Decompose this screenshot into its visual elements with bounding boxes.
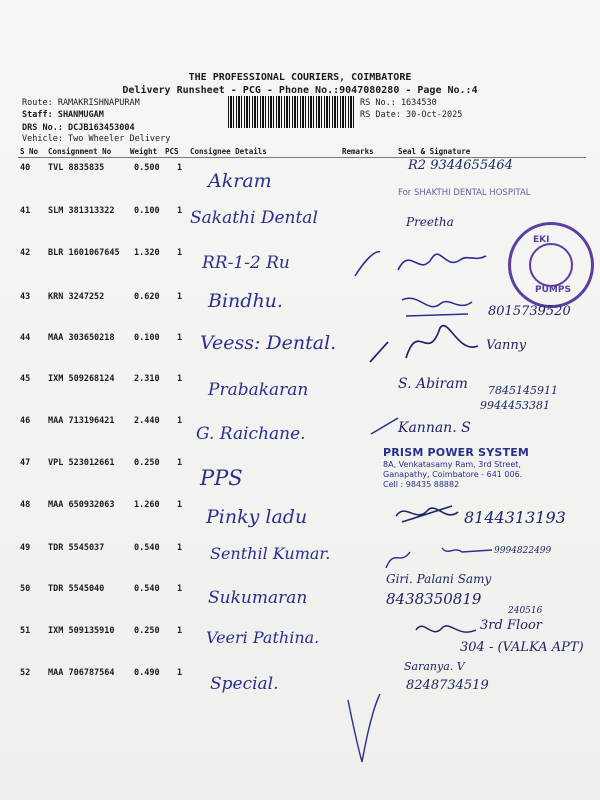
r41-signature: Preetha <box>406 215 454 229</box>
row-sno: 52 <box>20 668 31 678</box>
row-pcs: 1 <box>177 248 183 258</box>
barcode <box>228 96 356 128</box>
row-weight: 0.100 <box>134 206 160 216</box>
col-remarks: Remarks <box>342 147 374 156</box>
row-pcs: 1 <box>177 584 183 594</box>
row-sno: 40 <box>20 163 31 173</box>
rs-date: RS Date: 30-Oct-2025 <box>360 110 463 120</box>
check-mark-scribble <box>344 690 384 770</box>
r42-signature-scribble <box>350 240 490 280</box>
r40-signature: R2 9344655464 <box>408 158 513 173</box>
seal-top-text: EKI <box>533 235 550 245</box>
row-weight: 1.260 <box>134 500 160 510</box>
consignee-name: Sukumaran <box>208 588 308 608</box>
row-sno: 51 <box>20 626 31 636</box>
r46-signature-scribble <box>368 414 402 438</box>
row-weight: 0.620 <box>134 292 160 302</box>
row-pcs: 1 <box>177 206 183 216</box>
row-weight: 2.440 <box>134 416 160 426</box>
row-pcs: 1 <box>177 416 183 426</box>
col-seal-signature: Seal & Signature <box>398 147 471 156</box>
row-pcs: 1 <box>177 458 183 468</box>
row-pcs: 1 <box>177 163 183 173</box>
r48-phone: 8144313193 <box>464 508 566 527</box>
row-pcs: 1 <box>177 500 183 510</box>
staff-label: Staff: SHANMUGAM <box>22 110 104 120</box>
row-pcs: 1 <box>177 626 183 636</box>
row-consignment: BLR 1601067645 <box>48 248 120 258</box>
r49-signature-scribble <box>382 542 502 572</box>
prism-cell: Cell : 98435 88882 <box>383 480 460 489</box>
r50-phone: 8438350819 <box>386 590 482 608</box>
r51-apartment: 304 - (VALKA APT) <box>460 640 584 655</box>
consignee-name: PPS <box>200 466 243 490</box>
row-sno: 45 <box>20 374 31 384</box>
row-consignment: SLM 381313322 <box>48 206 115 216</box>
row-sno: 48 <box>20 500 31 510</box>
row-pcs: 1 <box>177 668 183 678</box>
consignee-name: Special. <box>210 674 279 694</box>
company-title: THE PROFESSIONAL COURIERS, COIMBATORE <box>188 72 412 83</box>
prism-address-2: Ganapathy, Coimbatore - 641 006. <box>383 470 523 479</box>
prism-power-stamp <box>383 446 541 496</box>
row-pcs: 1 <box>177 333 183 343</box>
r50-name: Giri. Palani Samy <box>386 572 492 586</box>
r51-floor: 3rd Floor <box>480 618 542 633</box>
row-consignment: TDR 5545040 <box>48 584 105 594</box>
row-weight: 0.490 <box>134 668 160 678</box>
row-consignment: TVL 8835835 <box>48 163 105 173</box>
consignee-name: Pinky ladu <box>206 506 308 528</box>
row-sno: 50 <box>20 584 31 594</box>
r46-signature: Kannan. S <box>398 420 471 436</box>
drs-number: DRS No.: DCJB163453004 <box>22 123 135 133</box>
runsheet-subtitle: Delivery Runsheet - PCG - Phone No.:9047080280 - Page No.:4 <box>122 85 478 96</box>
row-pcs: 1 <box>177 292 183 302</box>
row-consignment: MAA 706787564 <box>48 668 115 678</box>
row-sno: 41 <box>20 206 31 216</box>
row-weight: 0.540 <box>134 584 160 594</box>
consignee-name: Senthil Kumar. <box>210 544 331 563</box>
consignee-name: Prabakaran <box>208 380 309 400</box>
row-consignment: VPL 523012661 <box>48 458 115 468</box>
r44-signature-scribble <box>366 318 486 368</box>
prism-name: PRISM POWER SYSTEM <box>383 446 530 459</box>
r52-name: Saranya. V <box>404 660 465 673</box>
rs-number: RS No.: 1634530 <box>360 98 437 108</box>
r48-signature-scribble <box>392 500 462 526</box>
vehicle-label: Vehicle: Two Wheeler Delivery <box>22 134 171 144</box>
col-weight: Weight <box>130 147 158 156</box>
row-consignment: MAA 650932063 <box>48 500 115 510</box>
consignee-name: G. Raichane. <box>196 424 306 444</box>
row-weight: 0.100 <box>134 333 160 343</box>
col-consignee: Consignee Details <box>190 147 267 156</box>
row-sno: 46 <box>20 416 31 426</box>
r43-phone: 8015739520 <box>488 304 571 319</box>
row-consignment: TDR 5545037 <box>48 543 105 553</box>
row-consignment: KRN 3247252 <box>48 292 105 302</box>
row-weight: 0.540 <box>134 543 160 553</box>
r43-signature-scribble <box>398 290 478 320</box>
col-sno: S No <box>20 147 39 156</box>
consignee-name: Bindhu. <box>208 290 283 312</box>
consignee-name: Akram <box>208 170 272 192</box>
row-consignment: MAA 713196421 <box>48 416 115 426</box>
r49-phone: 9994822499 <box>494 546 552 556</box>
row-weight: 0.250 <box>134 458 160 468</box>
row-sno: 42 <box>20 248 31 258</box>
row-weight: 2.310 <box>134 374 160 384</box>
seal-inner-ring <box>529 243 573 287</box>
col-consignment: Consignment No <box>48 147 112 156</box>
r45-phone-1: 7845145911 <box>488 384 558 397</box>
row-pcs: 1 <box>177 374 183 384</box>
row-sno: 43 <box>20 292 31 302</box>
consignee-name: RR-1-2 Ru <box>202 253 290 273</box>
row-sno: 44 <box>20 333 31 343</box>
dental-hospital-stamp: For SHAKTHI DENTAL HOSPITAL <box>398 188 531 198</box>
row-consignment: MAA 303650218 <box>48 333 115 343</box>
seal-bottom-text: PUMPS <box>535 285 571 295</box>
row-sno: 49 <box>20 543 31 553</box>
consignee-name: Veess: Dental. <box>200 332 337 354</box>
row-sno: 47 <box>20 458 31 468</box>
col-pcs: PCS <box>165 147 179 156</box>
r45-phone-2: 9944453381 <box>480 399 550 412</box>
row-weight: 0.500 <box>134 163 160 173</box>
route-label: Route: RAMAKRISHNAPURAM <box>22 98 140 108</box>
row-weight: 0.250 <box>134 626 160 636</box>
r52-phone: 8248734519 <box>406 678 489 693</box>
consignee-name: Veeri Pathina. <box>206 628 320 647</box>
prism-address-1: 8A, Venkatasamy Ram, 3rd Street, <box>383 460 521 469</box>
row-pcs: 1 <box>177 543 183 553</box>
consignee-name: Sakathi Dental <box>190 208 318 228</box>
row-consignment: IXM 509268124 <box>48 374 115 384</box>
row-weight: 1.320 <box>134 248 160 258</box>
r51-signature-scribble <box>412 616 482 646</box>
r44-signature: Vanny <box>486 338 527 353</box>
round-company-seal <box>508 222 594 308</box>
r45-name: S. Abiram <box>398 376 468 392</box>
row-consignment: IXM 509135910 <box>48 626 115 636</box>
r51-code: 240516 <box>508 606 543 616</box>
